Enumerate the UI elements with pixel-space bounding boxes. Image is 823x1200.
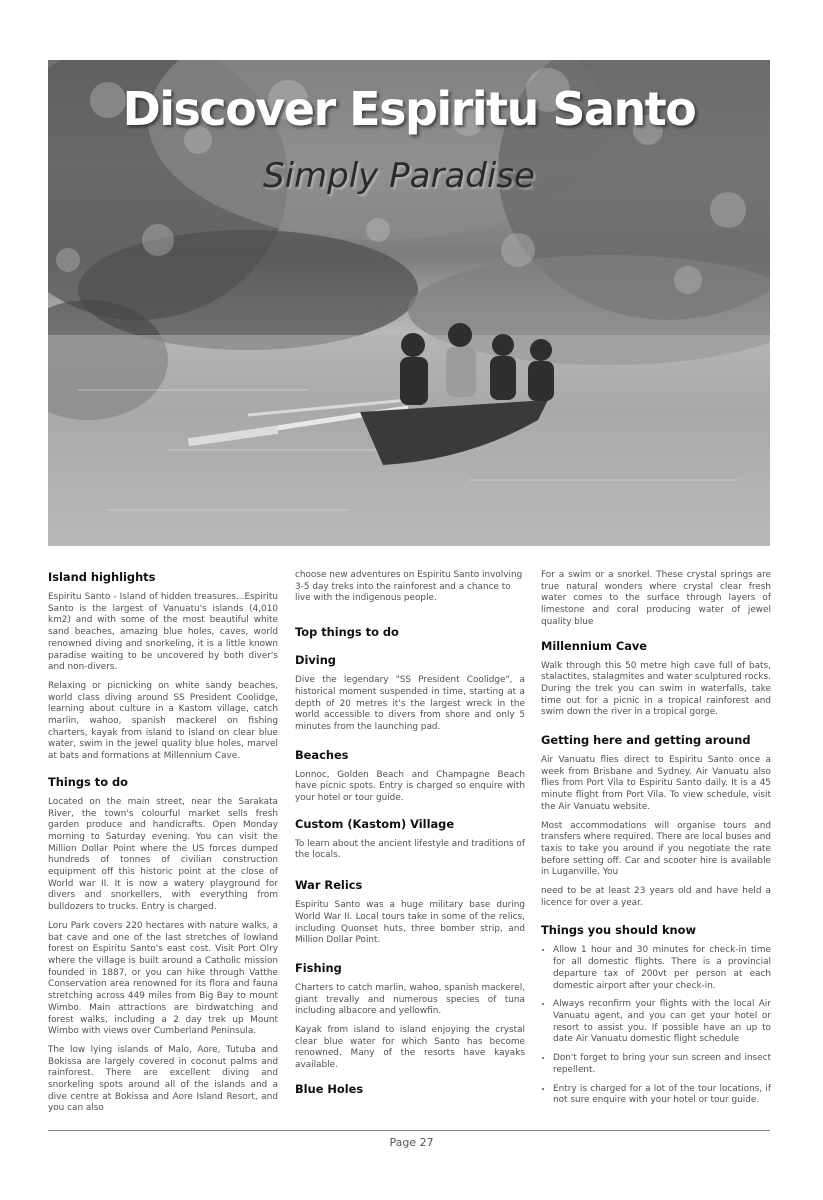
paragraph: choose new adventures on Espiritu Santo involving 3-5 day treks into the rainforest and a chance to live with the indigenous people. <box>295 570 523 604</box>
paragraph: Kayak from island to island enjoying the crystal clear blue water for which Santo has become renowned. Many of the resorts have kayaks available. <box>295 1025 525 1071</box>
paragraph: need to be at least 23 years old and have held a licence for over a year. <box>541 886 771 908</box>
paragraph: To learn about the ancient lifestyle and traditions of the locals. <box>295 838 525 861</box>
paragraph: Air Vanuatu flies direct to Espiritu Santo once a week from Brisbane and Sydney. Air Vanuatu also flies from Port Vila to Espiritu Santo daily. It is a 45 minute flight from Port Vila. To view schedule, visit the Air Vanuatu website. <box>541 755 771 812</box>
hero-photo <box>48 60 770 546</box>
list-item: • Allow 1 hour and 30 minutes for check-in time for all domestic flights. There is a provincial departure tax of 200vt per person at each domestic airport after your check-in. <box>553 945 771 992</box>
paragraph: Relaxing or picnicking on white sandy beaches, world class diving around SS President Coolidge, learning about culture in a Kastom village, catch marlin, wahoo, spanish mackerel on fishing charters, kayak from island to island on clear blue water, swim in the jewel quality blue holes, marvel at bats and formations at Millennium Cave. <box>48 680 278 762</box>
hero-title: Discover Espiritu Santo <box>122 82 696 136</box>
tips-list <box>541 945 771 1106</box>
heading-top-things: Top things to do <box>295 625 399 640</box>
heading-beaches: Beaches <box>295 747 349 762</box>
paragraph: Most accommodations will organise tours and transfers where required. There are local buses and taxis to take you around if you negotiate the rate before setting off. Car and scooter hire is available in Luganville. You <box>541 820 771 878</box>
heading-fishing: Fishing <box>295 960 342 975</box>
paragraph: For a swim or a snorkel. These crystal springs are true natural wonders where crystal clear fresh water comes to the surface through layers of limestone and coral producing water of jewel quality blue <box>541 570 771 627</box>
heading-island-highlights: Island highlights <box>48 570 156 584</box>
heading-kastom-village: Custom (Kastom) Village <box>295 816 455 831</box>
column-2 <box>295 570 525 1104</box>
paragraph: Charters to catch marlin, wahoo, spanish mackerel, giant trevally and numerous species of tuna including albacore and yellowfin. <box>295 982 525 1017</box>
heading-diving: Diving <box>295 653 336 668</box>
heading-war-relics: War Relics <box>295 878 363 893</box>
heading-getting-here: Getting here and getting around <box>541 733 751 748</box>
list-item: • Always reconfirm your flights with the local Air Vanuatu agent, and you can get your hotel or resort to assist you. If possible have an up to date Air Vanuatu domestic flight schedule <box>553 999 771 1046</box>
column-3 <box>541 570 771 1114</box>
paragraph: Located on the main street, near the Sarakata River, the town's colourful market sells fresh garden produce and handicrafts. Open Monday morning to Saturday evening. You can visit the Million Dollar Point where the US forces dumped hundreds of tonnes of civilian construction equipment off this historic point at the close of World war II. It is now a watery playground for divers and snorkellers, with everything from bulldozers to trucks. Entry is charged. <box>48 796 278 913</box>
page-number: Page 27 <box>389 1136 434 1149</box>
paragraph: The low lying islands of Malo, Aore, Tutuba and Bokissa are largely covered in coconut palms and rainforest. There are excellent diving and snorkeling spots around all of the islands and a dive centre at Bokissa and Aore Island Resort, and you can also <box>48 1044 278 1114</box>
paragraph: Dive the legendary "SS President Coolidge", a historical moment suspended in time, starting at a depth of 20 metres it's the largest wreck in the world accessible to divers from shore and only 5 minutes from the launching pad. <box>295 675 525 732</box>
list-item: • Don't forget to bring your sun screen and insect repellent. <box>553 1053 771 1076</box>
paragraph: Loru Park covers 220 hectares with nature walks, a bat cave and one of the last stretches of lowland forest on Espiritu Santo's east cost. Visit Port Olry where the village is built around a Catholic mission founded in 1887, or you can hike through Vatthe Conservation area renowned for its flora and fauna stretching across 449 miles from Big Bay to mount Wimbo. Main attractions are birdwatching and forest walks, including a 2 day trek up Mount Wimbo with views over Cumberland Peninsula. <box>48 920 278 1037</box>
heading-blue-holes: Blue Holes <box>295 1081 364 1096</box>
heading-things-you-should-know: Things you should know <box>541 923 696 938</box>
list-item: • Entry is charged for a lot of the tour locations, if not sure enquire with your hotel or tour guide. <box>553 1084 771 1107</box>
paragraph: Walk through this 50 metre high cave full of bats, stalactites, stalagmites and water sculptured rocks. During the trek you can swim in waterfalls, take time out for a picnic in a tropical rainforest and swim down the river in a tropical gorge. <box>541 660 771 718</box>
heading-millennium-cave: Millennium Cave <box>541 638 648 653</box>
column-1 <box>48 570 278 1122</box>
heading-things-to-do: Things to do <box>48 774 129 789</box>
paragraph: Lonnoc, Golden Beach and Champagne Beach have picnic spots. Entry is charged so enquire with your hotel or tour guide. <box>295 769 525 804</box>
footer-divider <box>48 1130 770 1131</box>
paragraph: Espiritu Santo was a huge military base during World War II. Local tours take in some of the relics, including Quonset huts, three bomber strip, and Million Dollar Point. <box>295 900 525 946</box>
paragraph: Espiritu Santo - Island of hidden treasures...Espiritu Santo is the largest of Vanuatu's islands (4,010 km2) and with some of the most beautiful white sand beaches, amazing blue holes, caves, world renowned diving and snorkeling, it is a little known paradise waiting to be uncovered by both diver's and non-divers. <box>48 592 278 673</box>
hero-subtitle: Simply Paradise <box>263 156 535 196</box>
